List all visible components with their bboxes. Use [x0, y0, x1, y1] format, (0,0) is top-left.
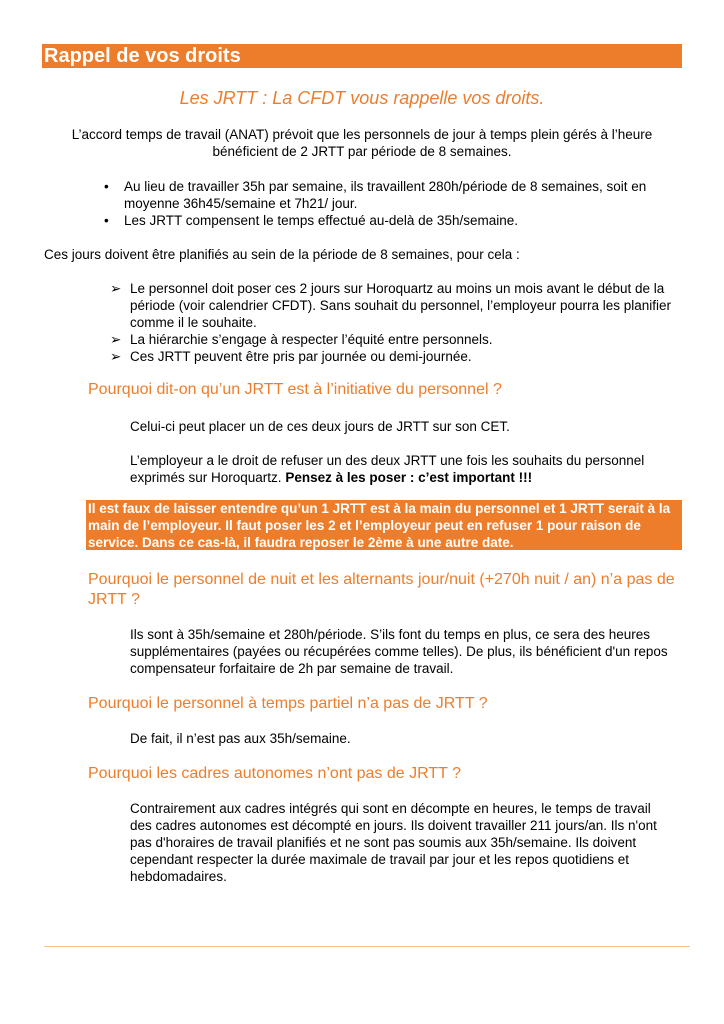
arrow-icon: ➢: [110, 281, 122, 296]
list-item-text: Le personnel doit poser ces 2 jours sur Horoquartz au moins un mois avant le début de la période (voir calendrier CFDT). Sans souhait du personnel, l’employeur pourra les planifier comme il le souhaite.: [130, 281, 672, 330]
list-item: [110, 280, 682, 331]
list-item: [110, 348, 682, 365]
section-banner: Rappel de vos droits: [42, 44, 682, 68]
emphasis-text: Pensez à les poser : c’est important !!!: [285, 470, 533, 485]
section-heading: Pourquoi les cadres autonomes n’ont pas de JRTT ?: [88, 765, 461, 782]
section-paragraph: [130, 452, 670, 486]
footer-divider: [44, 946, 690, 947]
section-heading: Pourquoi le personnel de nuit et les alternants jour/nuit (+270h nuit / an) n’a pas de JRTT ?: [88, 571, 675, 608]
list-item-text: Au lieu de travailler 35h par semaine, ils travaillent 280h/période de 8 semaines, soit en moyenne 36h45/semaine et 7h21/ jour.: [124, 179, 647, 211]
bullet-icon: •: [104, 179, 109, 194]
section-paragraph: Ils sont à 35h/semaine et 280h/période. S’ils font du temps en plus, ce sera des heures supplémentaires (payées ou récupérées comme telles). De plus, ils bénéficient d'un repos compensateur forfaitaire de 2h par semaine de travail.: [130, 627, 668, 676]
list-item: [104, 212, 674, 229]
section-paragraph: Contrairement aux cadres intégrés qui sont en décompte en heures, le temps de travail des cadres autonomes est décompté en jours. Ils doivent travailler 211 jours/an. Ils n'ont pas d'horaires de travail planifiés et ne sont pas soumis aux 35h/semaine. Ils doivent cependant respecter la durée maximale de travail par jour et les repos quotidiens et hebdomadaires.: [130, 801, 657, 884]
list-item-text: La hiérarchie s’engage à respecter l’équité entre personnels.: [130, 332, 493, 347]
list-item: [104, 178, 674, 212]
bullet-icon: •: [104, 213, 109, 228]
page-subtitle: Les JRTT : La CFDT vous rappelle vos droits.: [179, 88, 545, 108]
section-paragraph: Celui-ci peut placer un de ces deux jours de JRTT sur son CET.: [130, 419, 510, 434]
arrow-list: [110, 280, 682, 365]
section-paragraph: De fait, il n’est pas aux 35h/semaine.: [130, 731, 351, 746]
section-heading: Pourquoi dit-on qu’un JRTT est à l’initiative du personnel ?: [88, 381, 502, 398]
paragraph-text: L’employeur a le droit de refuser un des deux JRTT une fois les souhaits du personnel exprimés sur Horoquartz.: [130, 453, 645, 485]
arrow-icon: ➢: [110, 349, 122, 364]
planning-intro: Ces jours doivent être planifiés au sein de la période de 8 semaines, pour cela :: [44, 247, 520, 262]
arrow-icon: ➢: [110, 332, 122, 347]
bullet-list: [104, 178, 674, 229]
list-item: [110, 331, 682, 348]
intro-paragraph: L’accord temps de travail (ANAT) prévoit que les personnels de jour à temps plein gérés à l’heure bénéficient de 2 JRTT par période de 8 semaines.: [71, 127, 653, 159]
list-item-text: Ces JRTT peuvent être pris par journée ou demi-journée.: [130, 349, 472, 364]
alert-box: Il est faux de laisser entendre qu’un 1 JRTT est à la main du personnel et 1 JRTT serait à la main de l’employeur. Il faut poser les 2 et l’employeur peut en refuser 1 pour raison de service. Dans ce cas-là, il faudra reposer le 2ème à une autre date.: [86, 500, 682, 550]
section-heading: Pourquoi le personnel à temps partiel n’a pas de JRTT ?: [88, 695, 488, 712]
list-item-text: Les JRTT compensent le temps effectué au-delà de 35h/semaine.: [124, 213, 518, 228]
